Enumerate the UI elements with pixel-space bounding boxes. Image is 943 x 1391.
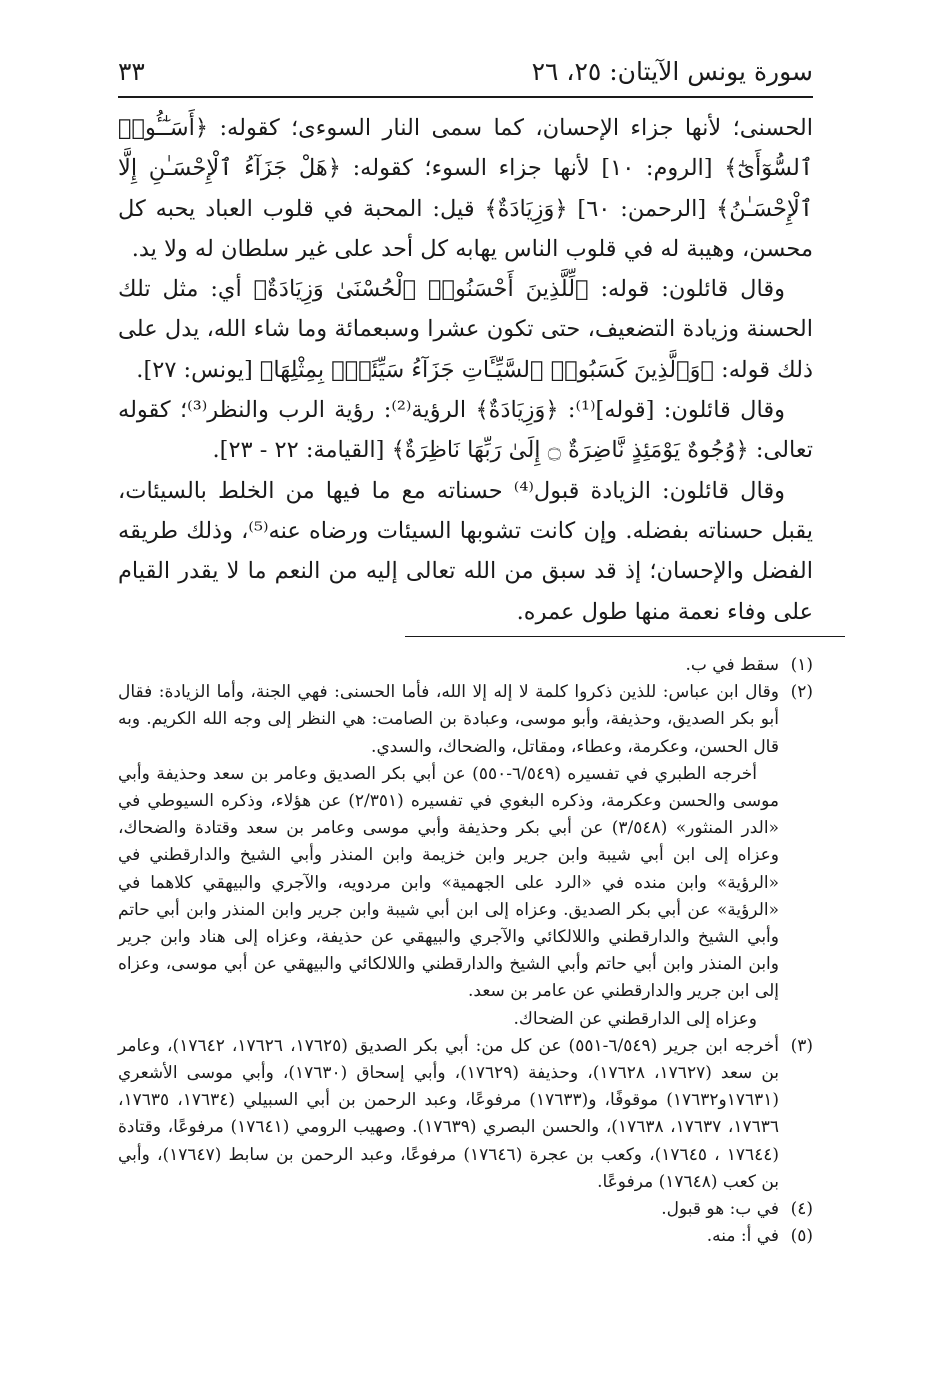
footnote <box>118 1196 813 1223</box>
main-paragraph: وقال قائلون: الزيادة قبول⁽⁴⁾ حسناته مع ما فيها من الخلط بالسيئات، يقبل حسناته بفضله. وإن كانت تشوبها السيئات ورضاه عنه⁽⁵⁾، وذلك طريقه الفضل والإحسان؛ إذ قد سبق من الله تعالى إليه من النعم ما لا يقدر القيام على وفاء نعمة منها طول عمره. <box>118 477 813 625</box>
footnote-paragraph: وقال ابن عباس: للذين ذكروا كلمة لا إله إلا الله، فأما الحسنى: فهي الجنة، وأما الزيادة: فقال أبو بكر الصديق، وحذيفة، وأبو موسى، وعبادة بن الصامت: هي النظر إلى وجه الله الكريم. وبه قال الحسن، وعكرمة، وعطاء، ومقاتل، والضحاك، والسدي. <box>118 682 779 757</box>
footnote-body <box>118 1196 779 1223</box>
footnote <box>118 1223 813 1250</box>
footnote <box>118 679 813 1033</box>
footnote-number: (١) <box>790 655 813 675</box>
main-paragraph: وقال قائلون: قوله: ﴿لِّلَّذِينَ أَحْسَنُوا۟ ٱلْحُسْنَىٰ وَزِيَادَةٌ﴾ أي: مثل تلك الحسنة وزيادة التضعيف، حتى تكون عشرا وسبعمائة وما شاء الله، يدل على ذلك قوله: ﴿وَٱلَّذِينَ كَسَبُوا۟ ٱلسَّيِّـَٔاتِ جَزَآءُ سَيِّئَةٍۭ بِمِثْلِهَا﴾ [يونس: ٢٧]. <box>118 276 813 383</box>
footnote-paragraph: في أ: منه. <box>706 1226 779 1247</box>
main-paragraph: الحسنى؛ لأنها جزاء الإحسان، كما سمى النار السوءى؛ كقوله: ﴿أَسَـٰٓـُٔوا۟ ٱلسُّوٓأَىٰٓ﴾ [الروم: ١٠] لأنها جزاء السوء؛ كقوله: ﴿هَلْ جَزَآءُ ٱلْإِحْسَـٰنِ إِلَّا ٱلْإِحْسَـٰنُ﴾ [الرحمن: ٦٠] ﴿وَزِيَادَةٌ﴾ قيل: المحبة في قلوب العباد يحبه كل محسن، وهيبة له في قلوب الناس يهابه كل أحد على غير سلطان له ولا يد. <box>118 115 814 262</box>
footnote-paragraph: سقط في ب. <box>685 655 779 675</box>
footnote-number: (٥) <box>790 1226 813 1247</box>
footnote-paragraph: وعزاه إلى الدارقطني عن الضحاك. <box>513 1008 757 1029</box>
footnote-paragraph: أخرجه ابن جرير (٦/٥٤٩-٥٥١) عن كل من: أبي بكر الصديق (١٧٦٢٥، ١٧٦٢٦، ١٧٦٤٢)، وعامر بن سعد (١٧٦٢٧، ١٧٦٢٨)، وحذيفة (١٧٦٢٩)، وأبي إسحاق (١٧٦٣٠)، وأبي موسى الأشعري (١٧٦٣١و١٧٦٣٢) موقوفًا، و(١٧٦٣٣) مرفوعًا، وعبد الرحمن بن أبي السبيلي (١٧٦٣٤، ١٧٦٣٥، ١٧٦٣٦، ١٧٦٣٧، ١٧٦٣٨)، والحسن البصري (١٧٦٣٩). وصهيب الرومي (١٧٦٤١) مرفوعًا، وقتادة (١٧٦٤٤ ، ١٧٦٤٥)، وكعب بن عجرة (١٧٦٤٦) مرفوعًا، وعبد الرحمن بن سابط (١٧٦٤٧)، وأبي بن كعب (١٧٦٤٨) مرفوعًا. <box>118 1035 780 1192</box>
footnote-paragraph: أخرجه الطبري في تفسيره (٦/٥٤٩-٥٥٠) عن أبي بكر الصديق وعامر بن سعد وحذيفة وأبي موسى والحسن وعكرمة، وذكره البغوي في تفسيره (٢/٣٥١) عن هؤلاء، وذكره السيوطي في «الدر المنثور» (٣/٥٤٨) عن أبي بكر وحذيفة وأبي موسى وعامر بن سعد وقتادة والضحاك، وعزاه إلى ابن أبي شيبة وابن جرير وابن خزيمة وابن المنذر وأبي الشيخ والدارقطني في «الرؤية» وابن منده في «الرد على الجهمية» وابن مردويه، والآجري والبيهقي كلاهما في «الرؤية» عن أبي بكر الصديق. وعزاه إلى ابن أبي شيبة وابن جرير وابن المنذر وابن أبي حاتم وأبي الشيخ والدارقطني واللالكائي والآجري والبيهقي عن حذيفة، وعزاه إلى هناد وابن جرير وابن المنذر وابن أبي حاتم وأبي الشيخ والدارقطني واللالكائي والبيهقي عن أبي موسى، وعزاه إلى ابن جرير والدارقطني عن عامر بن سعد. <box>118 763 779 1002</box>
footnote-body <box>118 1033 779 1196</box>
footnote-number: (٣) <box>790 1035 813 1056</box>
footnote <box>118 1033 813 1196</box>
page-header <box>118 48 813 94</box>
main-paragraph: وقال قائلون: [قوله]⁽¹⁾: ﴿وَزِيَادَةٌ﴾ الرؤية⁽²⁾: رؤية الرب والنظر⁽³⁾؛ كقوله تعالى: ﴿وُجُوهٌ يَوْمَئِذٍ نَّاضِرَةٌ ۝ إِلَىٰ رَبِّهَا نَاظِرَةٌ﴾ [القيامة: ٢٢ - ٢٣]. <box>118 397 813 464</box>
footnote-number: (٤) <box>790 1199 813 1220</box>
footnote-separator <box>405 636 845 637</box>
footnotes <box>118 652 813 1250</box>
footnote-body <box>118 1223 779 1250</box>
running-title: سورة يونس الآيتان: ٢٥، ٢٦ <box>531 56 813 86</box>
footnote <box>118 652 813 679</box>
footnote-number: (٢) <box>790 682 813 703</box>
footnote-paragraph: في ب: هو قبول. <box>661 1199 779 1220</box>
footnote-body <box>118 679 779 1033</box>
header-rule <box>118 96 813 98</box>
page-number: ٣٣ <box>118 56 145 86</box>
main-text <box>118 108 813 632</box>
footnote-body <box>118 652 779 679</box>
